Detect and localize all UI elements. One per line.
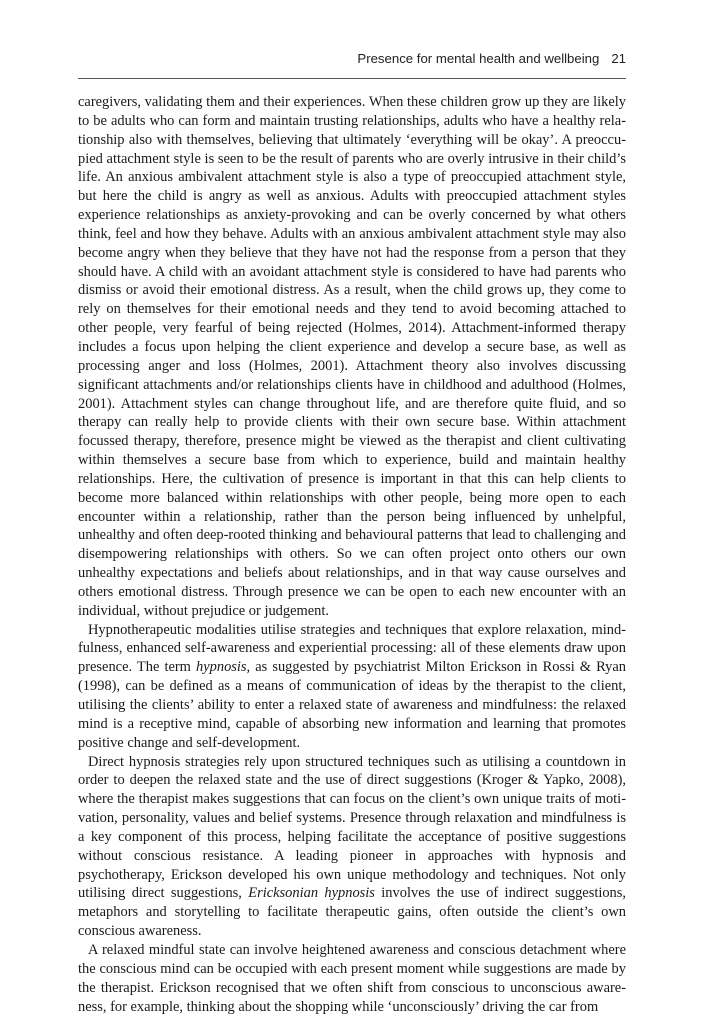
paragraph-attachment [78, 93, 626, 621]
italic-term-hypnosis: hypnosis, [196, 659, 251, 676]
paragraph-text: caregivers, validating them and their experiences. When these children grow up they are likely to be adults who can form and maintain trusting relationships, adults who have a healthy relationship also with themselves, believing that ultimately ‘everything will be okay’. A preoccupied attachment style is seen to be the result of parents who are overly intrusive in their child’s life. An anxious ambivalent attachment style is also a type of preoccupied attachment style, but here the child is angry as well as anxious. Adults with preoccupied attachment styles experience relationships as anxiety-provoking and can be overly concerned by what others think, feel and how they behave. Adults with an anxious ambivalent attachment style may also become angry when they believe that they have not had the response from a person that they should have. A child with an avoidant attachment style is considered to have had parents who dismiss or avoid their emotional distress. As a result, when the child grows up, they come to rely on themselves for their emotional needs and they tend to avoid becoming attached to other people, very fearful of being rejected (Holmes, 2014). Attachment-informed therapy includes a focus upon helping the client experience and develop a secure base, as well as processing anger and loss (Holmes, 2001). Attachment theory also involves discussing significant attachments and/​or relationships clients have in childhood and adulthood (Holmes, 2001). Attachment styles can change throughout life, and are therefore quite fluid, and so therapy can really help to provide clients with their own secure base. Within attachment focussed therapy, therefore, presence might be viewed as the therapist and client cultivating within themselves a secure base from which to experience, build and maintain healthy relationships. Here, the cultivation of presence is important in that this can help clients to become more balanced within relationships with other people, being more open to each encounter within a relationship, rather than the person being influenced by unhelpful, unhealthy and often deep-rooted thinking and behavioural patterns that lead to challenging and disempowering relationships with others. So we can often project onto others our own unhealthy expectations and beliefs about relationships, and in that way cause ourselves and others emotional distress. Through presence we can be open to each new encounter with an individual, without prejudice or judgement. [78, 94, 626, 619]
body-text [78, 93, 626, 1016]
paragraph-direct-hypnosis [78, 753, 626, 941]
paragraph-text: involves the use of indirect suggestions, metaphors and storytelling to facilitate therapeutic gains, often outside the client’s own conscious awareness. [78, 885, 627, 940]
paragraph-text: as suggested by psychiatrist Milton Erickson in Rossi & Ryan (1998), can be defined as a means of communication of ideas by the therapist to the client, utilising the clients’ ability to enter a relaxed state of awareness and mindfulness: the relaxed mind is a receptive mind, capable of absorbing new information and learning that promotes positive change and self-development. [78, 659, 626, 751]
running-title: Presence for mental health and wellbeing [357, 51, 600, 66]
paragraph-relaxed-mindful [78, 941, 626, 1016]
paragraph-hypnotherapeutic [78, 621, 626, 753]
paragraph-text: A relaxed mindful state can involve heightened awareness and conscious detachment where the conscious mind can be occupied with each present moment while suggestions are made by the therapist. Erickson recognised that we often shift from conscious to unconscious awareness, for example, thinking about the shopping while ‘unconsciously’ driving the car from [78, 941, 626, 1015]
paragraph-text: Hypnotherapeutic modalities utilise strategies and techniques that explore relaxation, mindfulness, enhanced self-awareness and experiential processing: all of these elements draw upon presence. The term [78, 621, 626, 676]
italic-term-ericksonian: Ericksonian hypnosis [248, 885, 375, 902]
paragraph-text: Direct hypnosis strategies rely upon structured techniques such as utilising a countdown in order to deepen the relaxed state and the use of direct suggestions (Kroger & Yapko, 2008), where the therapist makes suggestions that can focus on the client’s own unique traits of motivation, personality, values and belief systems. Presence through relaxation and mindfulness is a key component of this process, helping facilitate the acceptance of positive suggestions without conscious resistance. A leading pioneer in approaches with hypnosis and psychotherapy, Erickson developed his own unique methodology and techniques. Not only utilising direct suggestions, [78, 753, 626, 902]
page-number: 21 [611, 51, 626, 66]
running-head [78, 50, 626, 79]
